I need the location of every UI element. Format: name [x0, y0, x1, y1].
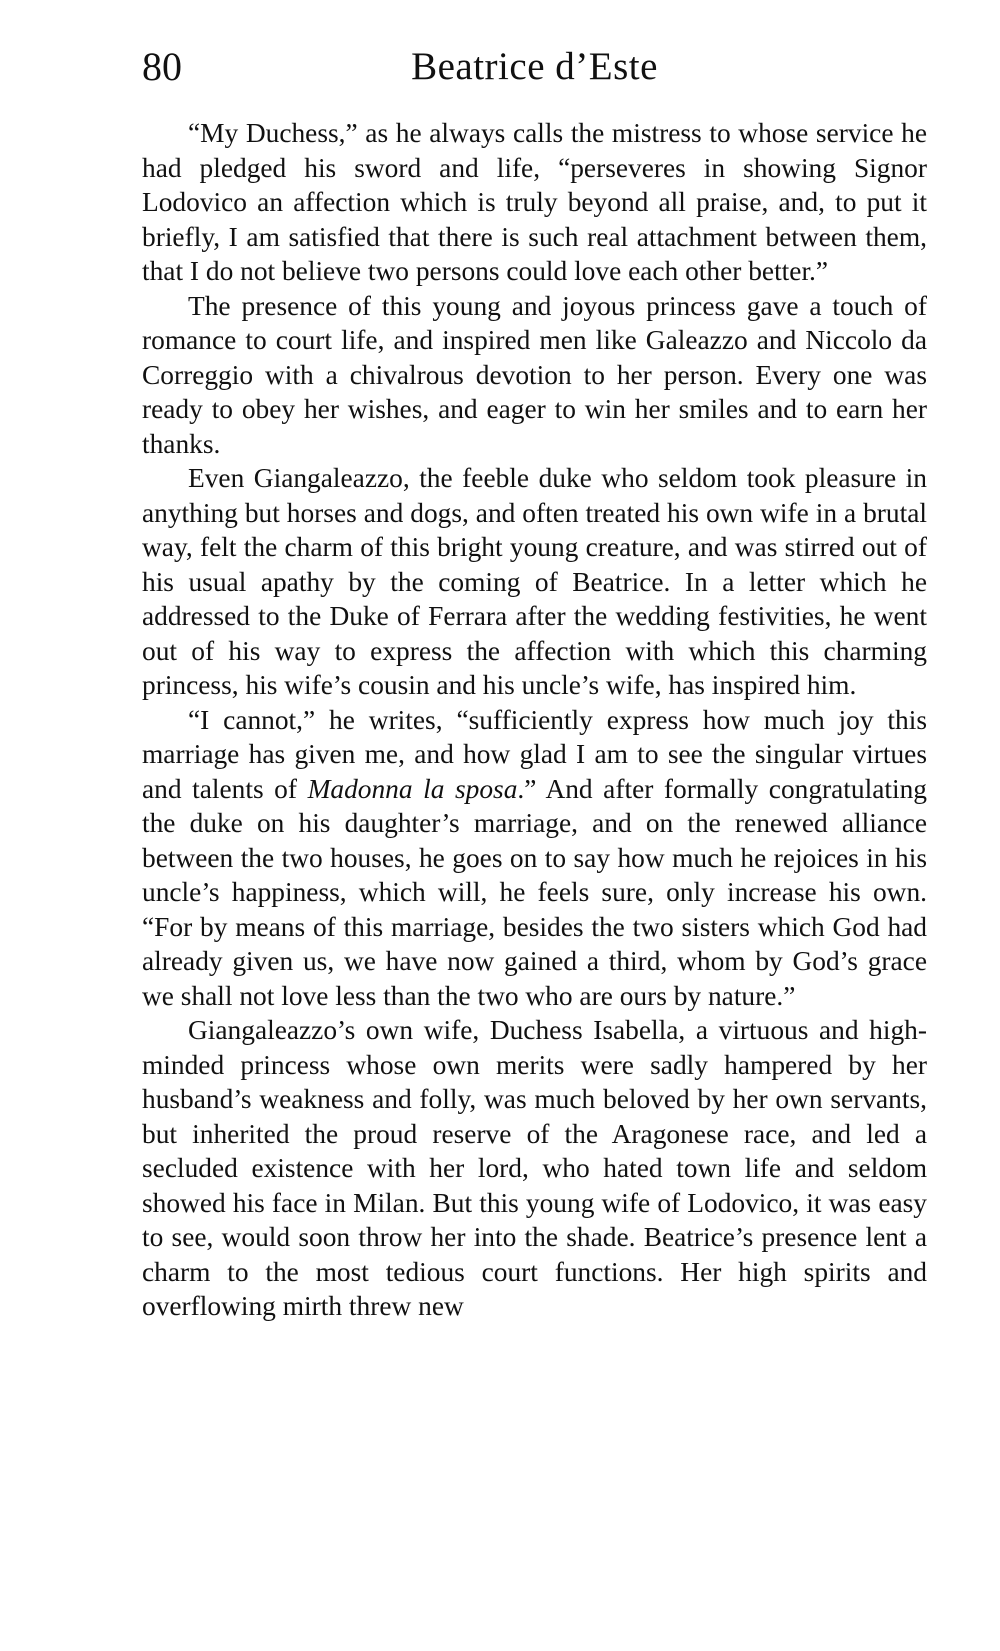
paragraph-1: “My Duchess,” as he always calls the mistress to whose service he had pledged his sword and life, “perseveres in showing Signor Lodovico an affection which is truly beyond all praise, and, to put it briefly, I am satisfied that there is such real attachment between them, that I do not believe two persons could love each other better.” — [142, 118, 927, 286]
page-number: 80 — [142, 44, 182, 89]
paragraph-2: The presence of this young and joyous princess gave a touch of romance to court life, and inspired men like Galeazzo and Niccolo da Correggio with a chivalrous devotion to her person. Every one was ready to obey her wishes, and eager to win her smiles and to earn her thanks. — [142, 290, 927, 459]
body-text — [142, 116, 927, 1324]
paragraph-4-text-after: .” And after formally congratulating the duke on his daughter’s marriage, and on the renewed alliance between the two houses, he goes on to say how much he rejoices in his uncle’s happiness, which will, he feels sure, only increase his own. “For by means of this marriage, besides the two sisters which God had already given us, we have now gained a third, whom by God’s grace we shall not love less than the two who are ours by nature.” — [142, 773, 927, 1011]
paragraph-4 — [142, 703, 927, 1014]
paragraph-3: Even Giangaleazzo, the feeble duke who seldom took pleasure in anything but horses and dogs, and often treated his own wife in a brutal way, felt the charm of this bright young creature, and was stirred out of his usual apathy by the coming of Beatrice. In a letter which he addressed to the Duke of Ferrara after the wedding festivities, he went out of his way to express the affection with which this charming princess, his wife’s cousin and his uncle’s wife, has inspired him. — [142, 463, 927, 700]
paragraph-5: Giangaleazzo’s own wife, Duchess Isabella, a virtuous and high-minded princess whose own merits were sadly hampered by her husband’s weakness and folly, was much beloved by her own servants, but inherited the proud reserve of the Aragonese race, and led a secluded existence with her lord, who hated town life and seldom showed his face in Milan. But this young wife of Lodovico, it was easy to see, would soon throw her into the shade. Beatrice’s presence lent a charm to the most tedious court functions. Her high spirits and overflowing mirth threw new — [142, 1015, 927, 1321]
running-title: Beatrice d’Este — [411, 45, 658, 88]
italic-title: Madonna la sposa — [307, 773, 518, 804]
paragraph-4-text-before: “I cannot,” he writes, “sufficiently express how much joy this marriage has given me, and how glad I am to see the singular virtues and talents of — [142, 704, 927, 804]
running-head — [142, 42, 927, 92]
